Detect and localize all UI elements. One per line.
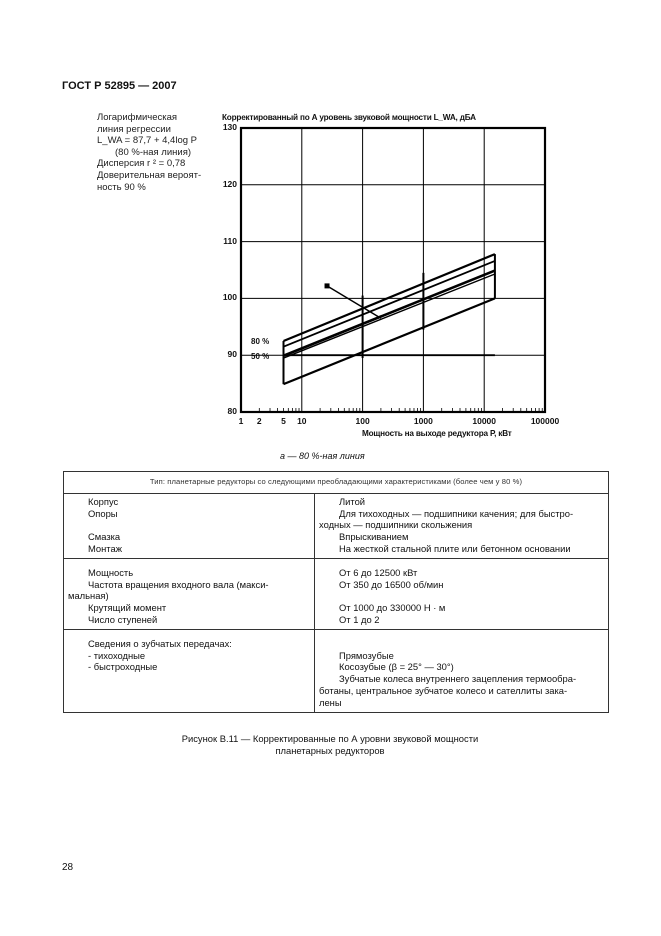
table-row xyxy=(64,558,609,629)
row-label: Опоры xyxy=(88,507,118,519)
row-value: От 6 до 12500 кВт xyxy=(339,566,418,578)
legend-line: Дисперсия r ² = 0,78 xyxy=(97,158,186,170)
series-upper-boundary xyxy=(283,254,494,341)
table-header: Тип: планетарные редукторы со следующими преобладающими характеристиками (более чем у 80 %) xyxy=(64,472,609,494)
row-value: Впрыскиванием xyxy=(339,531,409,543)
chart-x-label: Мощность на выходе редуктора P, кВт xyxy=(362,429,512,438)
row-value: Косозубые (β = 25° — 30°) xyxy=(339,661,454,673)
y-tick-label: 110 xyxy=(223,235,237,246)
table-cell xyxy=(315,493,609,558)
table-cell xyxy=(315,629,609,712)
y-tick-label: 90 xyxy=(227,349,237,360)
caption-line: планетарных редукторов xyxy=(275,745,385,756)
row-spacer xyxy=(319,638,604,650)
x-tick-label: 5 xyxy=(281,416,286,426)
legend-line: линия регрессии xyxy=(97,123,171,135)
y-tick-label: 100 xyxy=(222,292,237,303)
caption-line: Рисунок В.11 — Корректированные по А уровни звуковой мощности xyxy=(181,733,479,744)
row-value: ботаны, центральное зубчатое колесо и сателлиты зака- xyxy=(319,684,568,696)
legend-line: L_WA = 87,7 + 4,4log P xyxy=(97,135,197,147)
legend-line: (80 %-ная линия) xyxy=(115,146,192,158)
table-cell xyxy=(64,558,315,629)
y-tick-label: 80 xyxy=(227,406,237,416)
row-spacer xyxy=(68,519,310,531)
row-value: Для тихоходных — подшипники качения; для быстро- xyxy=(339,507,574,519)
annotation-leader xyxy=(327,286,381,318)
row-value: ходных — подшипники скольжения xyxy=(319,519,473,531)
plot-frame xyxy=(241,128,545,412)
legend-line: Логарифмическая xyxy=(97,112,178,123)
row-label: - тихоходные xyxy=(88,649,146,661)
row-spacer xyxy=(319,590,604,602)
row-label: Сведения о зубчатых передачах: xyxy=(88,637,232,649)
row-value: От 350 до 16500 об/мин xyxy=(339,578,444,590)
row-label: Смазка xyxy=(88,531,121,543)
y-tick-label: 120 xyxy=(222,178,237,189)
table-cell xyxy=(64,629,315,712)
series-regression-80 xyxy=(283,271,494,356)
figure-caption xyxy=(60,733,600,757)
x-tick-label: 100 xyxy=(355,416,370,426)
specification-table xyxy=(63,471,609,713)
document-header: ГОСТ Р 52895 — 2007 xyxy=(62,80,177,92)
row-value: От 1000 до 330000 Н · м xyxy=(339,602,446,614)
row-value: От 1 до 2 xyxy=(339,613,380,625)
legend-line: ность 90 % xyxy=(97,181,146,193)
row-label: Мощность xyxy=(88,566,134,578)
row-value: На жесткой стальной плите или бетонном основании xyxy=(339,542,571,554)
legend-line: Доверительная вероят- xyxy=(97,169,202,181)
series-upper-inner xyxy=(283,261,494,347)
row-label: Крутящий момент xyxy=(88,602,167,614)
x-tick-label: 1000 xyxy=(413,416,433,426)
table-row xyxy=(64,629,609,712)
row-label: Число ступеней xyxy=(88,613,158,625)
row-value: лены xyxy=(319,696,342,708)
x-tick-label: 10 xyxy=(297,416,307,426)
series-lower-inner xyxy=(283,274,494,358)
chart-title: Корректированный по А уровень звуковой мощности L_WA, дБА xyxy=(222,113,476,122)
table-row xyxy=(64,493,609,558)
series-lower-boundary xyxy=(283,298,494,384)
row-label: Корпус xyxy=(88,495,119,507)
table-header-row xyxy=(64,472,609,494)
x-tick-label: 2 xyxy=(256,416,262,426)
row-value: Зубчатые колеса внутреннего зацепления термообра- xyxy=(339,673,577,685)
row-label: Монтаж xyxy=(88,542,122,554)
x-tick-label: 100000 xyxy=(530,416,560,426)
x-tick-label: 1 xyxy=(238,416,244,426)
row-label: мальная) xyxy=(68,590,109,602)
row-value: Литой xyxy=(339,495,366,507)
chart-note: а — 80 %-ная линия xyxy=(280,451,365,461)
row-label: - быстроходные xyxy=(88,661,158,673)
row-label: Частота вращения входного вала (макси- xyxy=(88,578,269,590)
table-cell xyxy=(315,558,609,629)
percent-line-label: 80 % xyxy=(251,337,270,346)
x-tick-label: 10000 xyxy=(472,416,496,426)
table-cell xyxy=(64,493,315,558)
y-tick-label: 130 xyxy=(222,122,237,132)
row-value: Прямозубые xyxy=(339,649,394,661)
percent-line-label: 50 % xyxy=(251,352,270,361)
page-number: 28 xyxy=(62,862,74,873)
